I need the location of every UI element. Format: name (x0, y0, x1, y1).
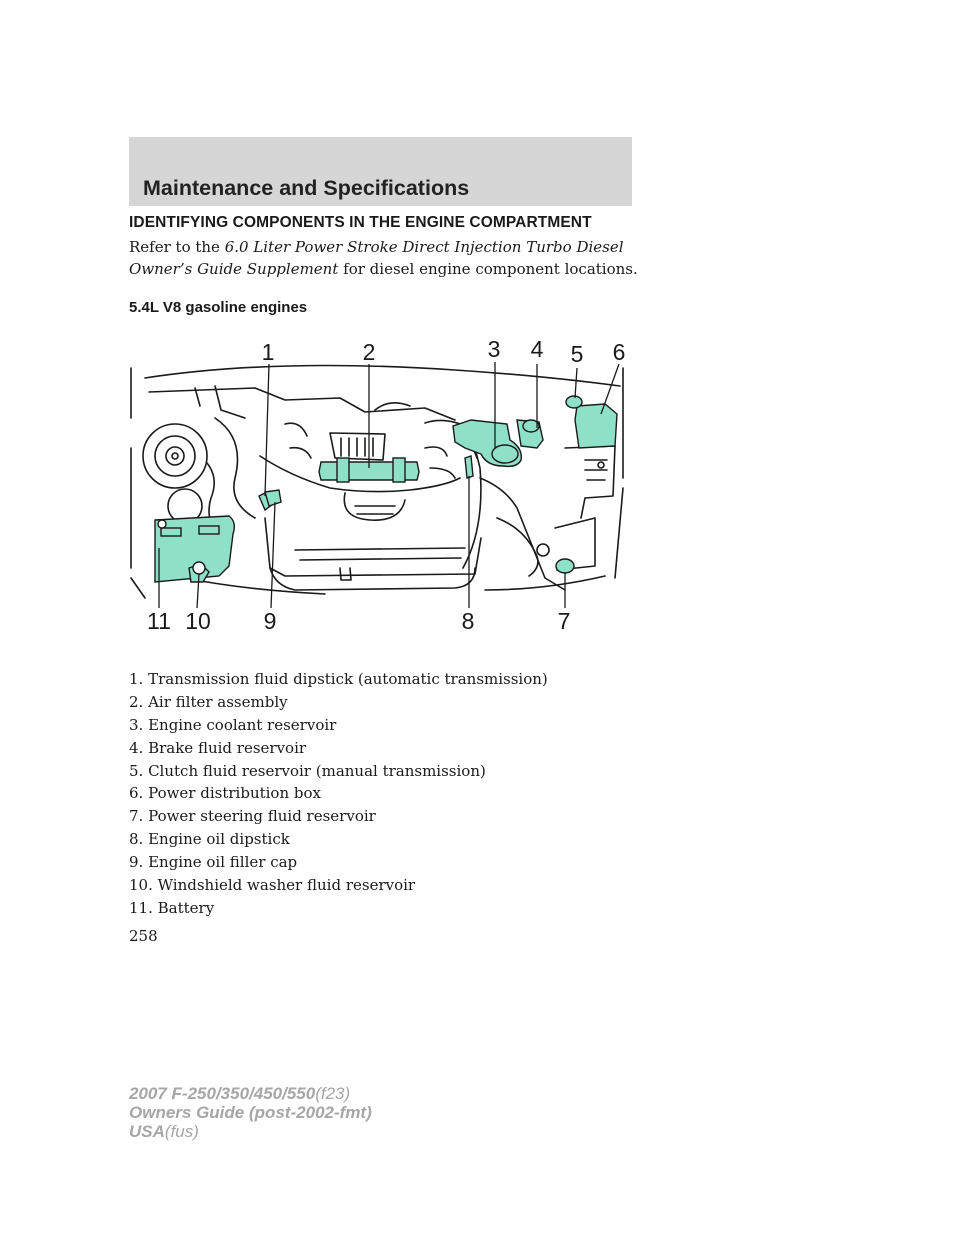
footer-model-code: (f23) (315, 1084, 351, 1103)
callout-8: 8 (461, 608, 475, 634)
legend-item: 6. Power distribution box (129, 784, 321, 803)
engine-compartment-illustration (125, 328, 637, 640)
legend-item: 4. Brake fluid reservoir (129, 738, 307, 757)
intro-paragraph (129, 236, 649, 280)
footer-model-line (129, 1084, 372, 1103)
leader-lines (159, 362, 619, 608)
legend-item: 1. Transmission fluid dipstick (automatic transmission) (129, 670, 548, 688)
legend-item: 5. Clutch fluid reservoir (manual transmission) (129, 761, 486, 780)
air-filter-clamp-left (337, 458, 349, 482)
intro-text-after: for diesel engine component locations. (338, 260, 638, 278)
callout-3: 3 (487, 336, 501, 362)
callout-4: 4 (530, 336, 544, 362)
document-footer (129, 1084, 372, 1141)
legend-item: 11. Battery (129, 898, 215, 917)
legend-item: 7. Power steering fluid reservoir (129, 807, 376, 826)
engine-subheading: 5.4L V8 gasoline engines (129, 299, 308, 316)
power-steering-reservoir-cap (556, 559, 574, 573)
battery-cell-a (161, 528, 181, 536)
battery-cell-b (199, 526, 219, 534)
section-heading: IDENTIFYING COMPONENTS IN THE ENGINE COMPARTMENT (129, 214, 592, 231)
callout-1: 1 (261, 339, 275, 365)
clutch-fluid-reservoir-cap (566, 396, 582, 408)
page-number: 258 (129, 927, 158, 945)
washer-reservoir-cap (193, 562, 205, 574)
oil-dipstick-handle (465, 456, 473, 478)
footer-market-code: (fus) (164, 1122, 199, 1141)
power-distribution-box-shape (575, 404, 617, 448)
footer-market-line (129, 1122, 372, 1141)
callout-7: 7 (557, 608, 571, 634)
footer-market: USA (129, 1122, 165, 1141)
coolant-reservoir-cap (492, 445, 518, 463)
footer-guide-line: Owners Guide (post-2002-fmt) (129, 1103, 372, 1122)
legend-item: 9. Engine oil filler cap (129, 853, 298, 872)
callout-11: 11 (147, 608, 171, 634)
air-filter-clamp-right (393, 458, 405, 482)
callout-5: 5 (570, 341, 584, 367)
legend-item: 2. Air filter assembly (129, 692, 288, 711)
intro-supplement-title: 6.0 Liter Power Stroke Direct Injection Turbo Diesel Owner’s Guide Supplement (129, 238, 624, 278)
header-band (129, 137, 632, 206)
callout-9: 9 (263, 608, 277, 634)
legend-item: 8. Engine oil dipstick (129, 830, 290, 849)
component-legend (129, 668, 548, 920)
callout-10: 10 (185, 608, 211, 634)
callout-6: 6 (612, 339, 626, 365)
callout-2: 2 (362, 339, 376, 365)
intro-text-before: Refer to the (129, 238, 225, 256)
page-header-title: Maintenance and Specifications (143, 176, 470, 200)
footer-model: 2007 F-250/350/450/550 (129, 1084, 316, 1103)
legend-item: 10. Windshield washer fluid reservoir (129, 876, 416, 895)
legend-item: 3. Engine coolant reservoir (129, 715, 337, 734)
battery-terminal (158, 520, 166, 528)
